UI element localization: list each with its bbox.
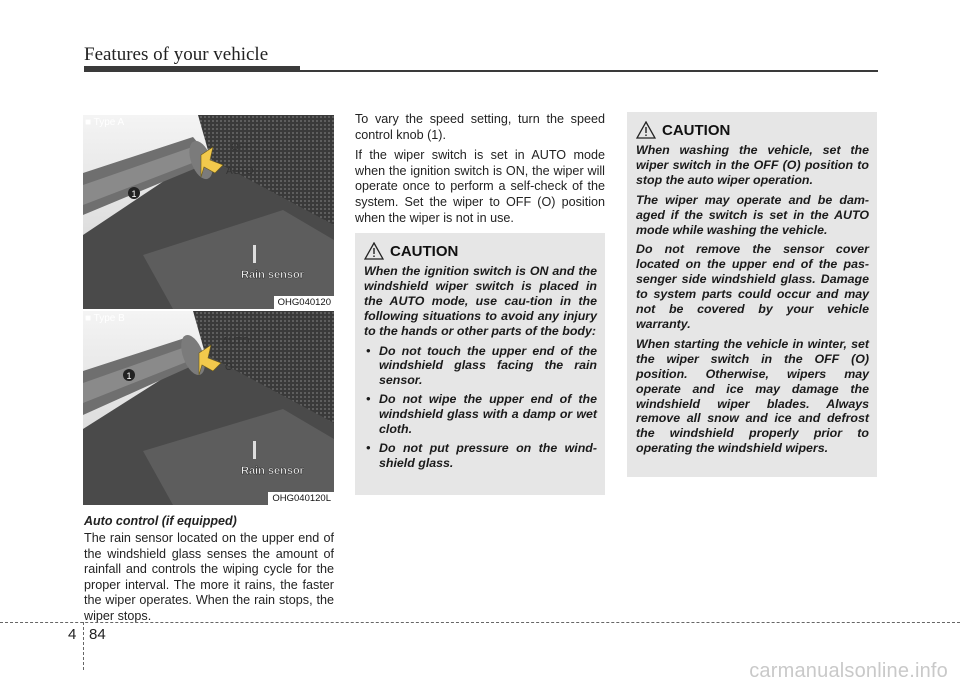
header-title: Features of your vehicle — [84, 44, 269, 65]
callout-auto-b: AUTO — [222, 336, 250, 347]
speed-setting-paragraph: To vary the speed setting, turn the speed control knob (1). — [355, 112, 605, 142]
knob-number-b: 1 — [126, 371, 132, 381]
header-rule-thin — [300, 70, 878, 72]
chapter-number: 4 — [68, 626, 77, 643]
watermark: carmanualsonline.info — [749, 660, 948, 682]
page-number: 84 — [89, 626, 106, 643]
middle-column-text — [355, 112, 605, 231]
auto-control-caption: Auto control (if equipped) — [84, 514, 237, 528]
auto-mode-paragraph: If the wiper switch is set in AUTO mode when the ignition switch is ON, the wiper will operate once to perform a self-check of the system. Set the wiper to OFF (O) position when the wiper is not in use. — [355, 148, 605, 225]
figure-a-type-label: ■ Type A — [85, 117, 125, 128]
caution-box-ignition — [355, 233, 605, 495]
list-item: • Do not put pressure on the wind-shield glass. — [366, 440, 597, 470]
warning-triangle-icon — [364, 242, 384, 260]
rain-sensor-description: The rain sensor located on the upper end of the windshield glass senses the amount of rainfall and controls the wiping cycle for the proper interval. The more it rains, the faster the wiper operates. When the rain stops, the wiper stops. — [84, 531, 334, 623]
caution-paragraph: The wiper may operate and be dam-aged if the switch is set in the AUTO mode while washing the vehicle. — [636, 192, 869, 237]
wiper-switch-illustration-b — [83, 311, 334, 505]
caution-title: CAUTION — [662, 121, 731, 139]
figure-type-a — [83, 115, 334, 309]
callout-off: OFF — [231, 142, 251, 153]
caution-paragraph: Do not remove the sensor cover located on the upper end of the pas-senger side windshield glass. Damage to system parts could occur and may not be covered by your vehicle warranty. — [636, 242, 869, 331]
caution-intro: When the ignition switch is ON and the windshield wiper switch is placed in the AUTO mode, use cau-tion in the following situations to avoid any injury to the hands or other parts of the body: — [364, 264, 597, 338]
caution-box-washing — [627, 112, 877, 477]
list-item: • Do not wipe the upper end of the windshield glass with a damp or wet cloth. — [366, 392, 597, 437]
caution-bullet-list — [364, 344, 597, 471]
footer-rule — [0, 622, 960, 623]
caution-header — [636, 121, 869, 139]
rain-sensor-label-b: Rain sensor — [241, 465, 304, 477]
caution-header — [364, 242, 597, 260]
figure-a-code: OHG040120 — [274, 296, 334, 309]
list-item: • Do not touch the upper end of the windshield glass facing the rain sensor. — [366, 343, 597, 388]
header-rule-thick — [84, 66, 300, 72]
callout-o: O — [225, 362, 233, 373]
rain-sensor-label-a: Rain sensor — [241, 269, 304, 281]
wiper-switch-illustration-a — [83, 115, 334, 309]
knob-number-a: 1 — [131, 189, 137, 199]
figure-b-type-label: ■ Type B — [85, 313, 125, 324]
footer-divider — [83, 622, 84, 670]
figure-b-code: OHG040120L — [268, 492, 334, 505]
callout-auto-a: AUTO — [226, 166, 254, 177]
caution-paragraph: When washing the vehicle, set the wiper switch in the OFF (O) position to stop the auto wiper operation. — [636, 143, 869, 187]
caution-paragraph: When starting the vehicle in winter, set the wiper switch in the OFF (O) position. Otherwise, wipers may operate and ice may damage the windshield wiper blades. Always remove all snow and ice and defrost the windshield properly prior to operating the windshield wipers. — [636, 336, 869, 456]
warning-triangle-icon — [636, 121, 656, 139]
figure-type-b — [83, 311, 334, 505]
caution-title: CAUTION — [390, 242, 459, 260]
